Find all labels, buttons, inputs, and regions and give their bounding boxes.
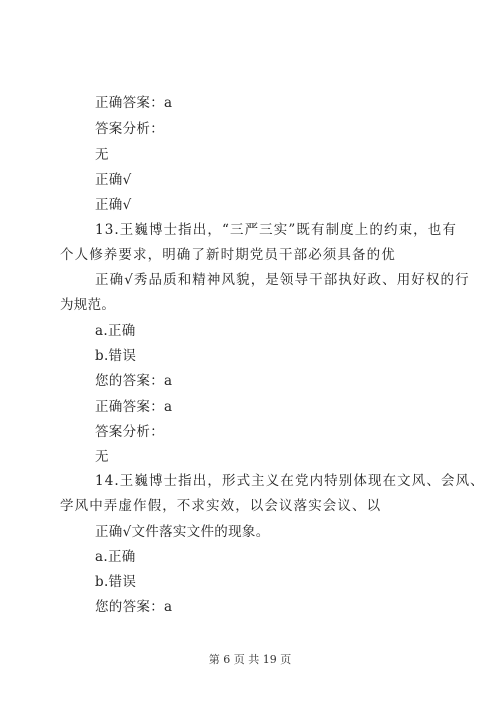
option-a: a.正确 (95, 549, 136, 565)
analysis-text: 无 (95, 449, 109, 465)
correct-mark-line: 正确√ (95, 172, 132, 188)
option-a: a.正确 (95, 323, 136, 339)
question-13-text: 为规范。 (60, 297, 116, 313)
your-answer-line: 您的答案：a (95, 373, 173, 389)
analysis-text: 无 (95, 147, 109, 163)
question-14-text: 正确√文件落实文件的现象。 (95, 524, 270, 540)
option-b: b.错误 (95, 348, 137, 364)
question-14-text: 14.王巍博士指出，形式主义在党内特别体现在文风、会风、 (95, 473, 485, 489)
your-answer-line: 您的答案：a (95, 599, 173, 615)
answer-analysis-label: 答案分析： (95, 424, 164, 440)
correct-mark-line: 正确√ (95, 197, 132, 213)
answer-analysis-label: 答案分析： (95, 121, 164, 137)
question-13-text: 个人修养要求，明确了新时期党员干部必须具备的优 (60, 247, 396, 263)
page-number-footer: 第 6 页 共 19 页 (208, 653, 292, 666)
question-13-text: 正确√秀品质和精神风貌，是领导干部执好政、用好权的行 (95, 272, 470, 288)
option-b: b.错误 (95, 574, 137, 590)
question-13-text: 13.王巍博士指出，“三严三实”既有制度上的约束，也有 (95, 222, 457, 238)
correct-answer-line: 正确答案：a (95, 399, 173, 415)
correct-answer-line: 正确答案：a (95, 95, 173, 111)
question-14-text: 学风中弄虚作假，不求实效，以会议落实会议、以 (60, 498, 382, 514)
